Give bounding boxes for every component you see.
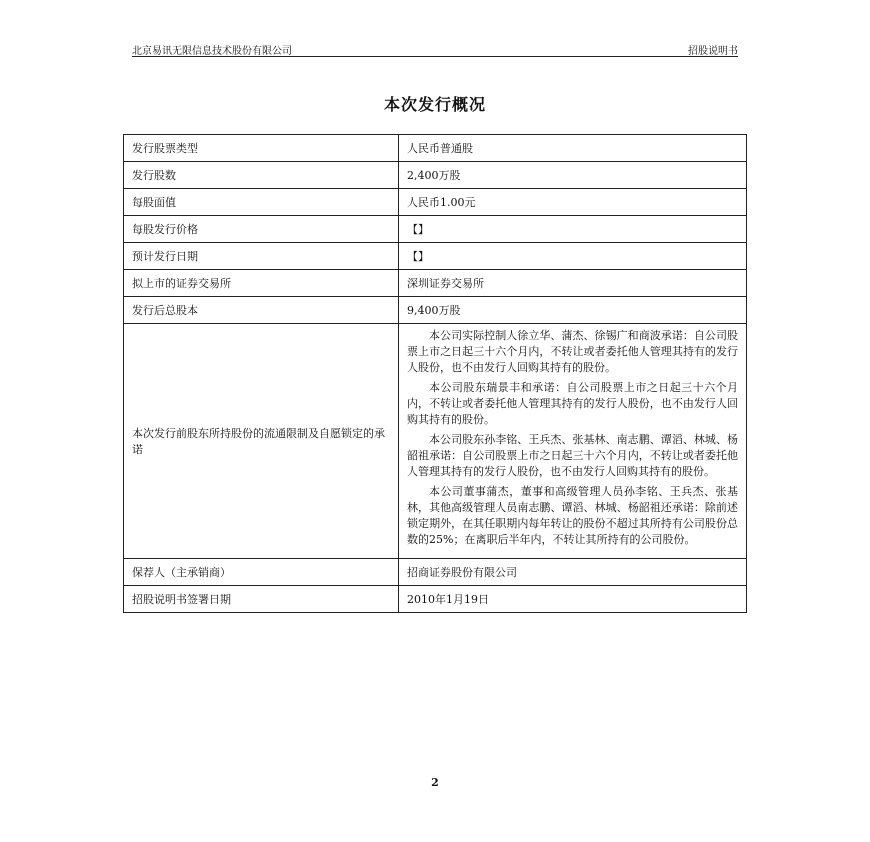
- row-label: 拟上市的证券交易所: [124, 270, 399, 297]
- row-value: 【】: [399, 243, 747, 270]
- table-row: [124, 559, 747, 586]
- row-label: 保荐人（主承销商）: [124, 559, 399, 586]
- row-label: 预计发行日期: [124, 243, 399, 270]
- table-row: [124, 297, 747, 324]
- table-row: [124, 586, 747, 613]
- row-value: 2,400万股: [399, 162, 747, 189]
- commitment-text: [399, 324, 747, 559]
- commitment-row: [124, 324, 747, 559]
- table-row: [124, 216, 747, 243]
- row-value: 人民币1.00元: [399, 189, 747, 216]
- row-label: 发行股数: [124, 162, 399, 189]
- table-row: [124, 270, 747, 297]
- page-title: 本次发行概况: [383, 95, 486, 114]
- table-row: [124, 135, 747, 162]
- table-row: [124, 243, 747, 270]
- row-value: 2010年1月19日: [399, 586, 747, 613]
- row-value: 人民币普通股: [399, 135, 747, 162]
- table-row: [124, 162, 747, 189]
- row-label: 每股发行价格: [124, 216, 399, 243]
- row-value: 9,400万股: [399, 297, 747, 324]
- header-company: 北京易讯无限信息技术股份有限公司: [132, 46, 292, 57]
- header-doc-type: 招股说明书: [688, 46, 738, 57]
- commitment-paragraph: 本公司董事蒲杰，董事和高级管理人员孙李铭、王兵杰、张基林，其他高级管理人员南志鹏、谭滔、林城、杨韶祖还承诺：除前述锁定期外，在其任职期内每年转让的股份不超过其所持有公司股份总数的25%；在离职后半年内，不转让其所持有的公司股份。: [407, 485, 738, 546]
- row-value: 【】: [399, 216, 747, 243]
- row-label: 每股面值: [124, 189, 399, 216]
- row-label: 招股说明书签署日期: [124, 586, 399, 613]
- page-number: 2: [431, 776, 439, 789]
- row-value: 深圳证券交易所: [399, 270, 747, 297]
- row-value: 招商证券股份有限公司: [399, 559, 747, 586]
- commitment-label: 本次发行前股东所持股份的流通限制及自愿锁定的承诺: [124, 324, 399, 559]
- row-label: 发行股票类型: [124, 135, 399, 162]
- row-label: 发行后总股本: [124, 297, 399, 324]
- commitment-paragraph: 本公司股东瑞景丰和承诺：自公司股票上市之日起三十六个月内，不转让或者委托他人管理其持有的发行人股份，也不由发行人回购其持有的股份。: [407, 381, 738, 426]
- offering-overview-table: [123, 134, 747, 613]
- table-row: [124, 189, 747, 216]
- commitment-paragraph: 本公司股东孙李铭、王兵杰、张基林、南志鹏、谭滔、林城、杨韶祖承诺：自公司股票上市之日起三十六个月内，不转让或者委托他人管理其持有的发行人股份，也不由发行人回购其持有的股份。: [407, 433, 738, 478]
- commitment-paragraph: 本公司实际控制人徐立华、蒲杰、徐锡广和商波承诺：自公司股票上市之日起三十六个月内，不转让或者委托他人管理其持有的发行人股份，也不由发行人回购其持有的股份。: [407, 329, 738, 374]
- page-header: [132, 40, 738, 57]
